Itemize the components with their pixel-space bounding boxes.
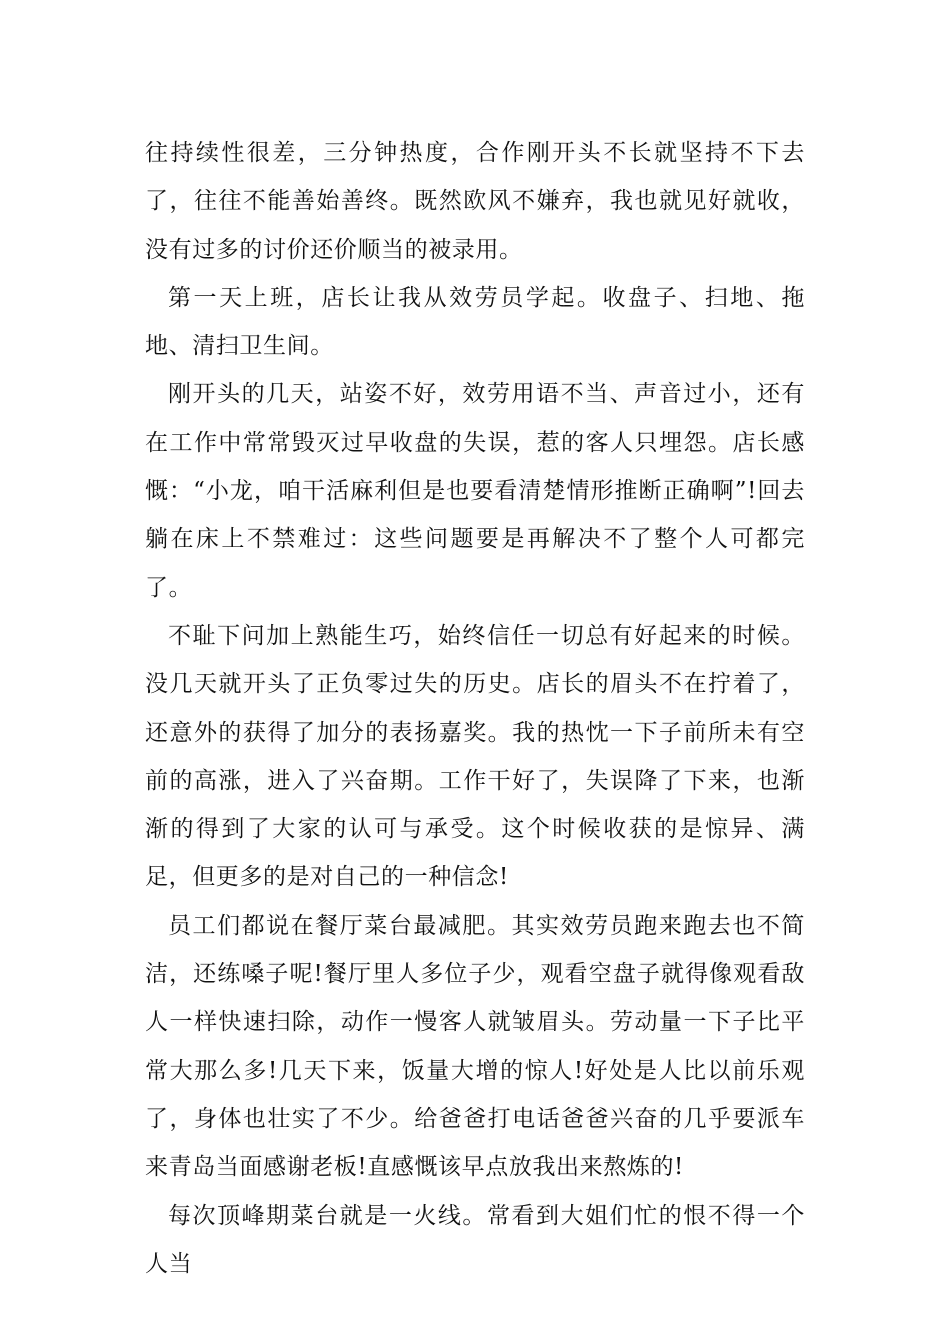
paragraph-5: 员工们都说在餐厅菜台最减肥。其实效劳员跑来跑去也不简洁，还练嗓子呢!餐厅里人多位子少，观看空盘子就得像观看敌人一样快速扫除，动作一慢客人就皱眉头。劳动量一下子比平常大那么多!几天下来，饭量大增的惊人!好处是人比以前乐观了，身体也壮实了不少。给爸爸打电话爸爸兴奋的几乎要派车来青岛当面感谢老板!直感慨该早点放我出来熬炼的! <box>145 912 805 1181</box>
paragraph-4: 不耻下问加上熟能生巧，始终信任一切总有好起来的时候。没几天就开头了正负零过失的历史。店长的眉头不在拧着了，还意外的获得了加分的表扬嘉奖。我的热忱一下子前所未有空前的高涨，进入了兴奋期。工作干好了，失误降了下来，也渐渐的得到了大家的认可与承受。这个时候收获的是惊异、满足，但更多的是对自己的一种信念! <box>145 622 805 891</box>
paragraph-1: 往持续性很差，三分钟热度，合作刚开头不长就坚持不下去了，往往不能善始善终。既然欧风不嫌弃，我也就见好就收，没有过多的讨价还价顺当的被录用。 <box>145 140 805 263</box>
paragraph-6: 每次顶峰期菜台就是一火线。常看到大姐们忙的恨不得一个人当 <box>145 1202 805 1277</box>
paragraph-2: 第一天上班，店长让我从效劳员学起。收盘子、扫地、拖地、清扫卫生间。 <box>145 284 805 360</box>
paragraph-3: 刚开头的几天，站姿不好，效劳用语不当、声音过小，还有在工作中常常毁灭过早收盘的失误，惹的客人只埋怨。店长感慨：“小龙，咱干活麻利但是也要看清楚情形推断正确啊”!回去躺在床上不禁难过：这些问题要是再解决不了整个人可都完了。 <box>145 381 805 601</box>
document-body <box>145 129 805 1288</box>
